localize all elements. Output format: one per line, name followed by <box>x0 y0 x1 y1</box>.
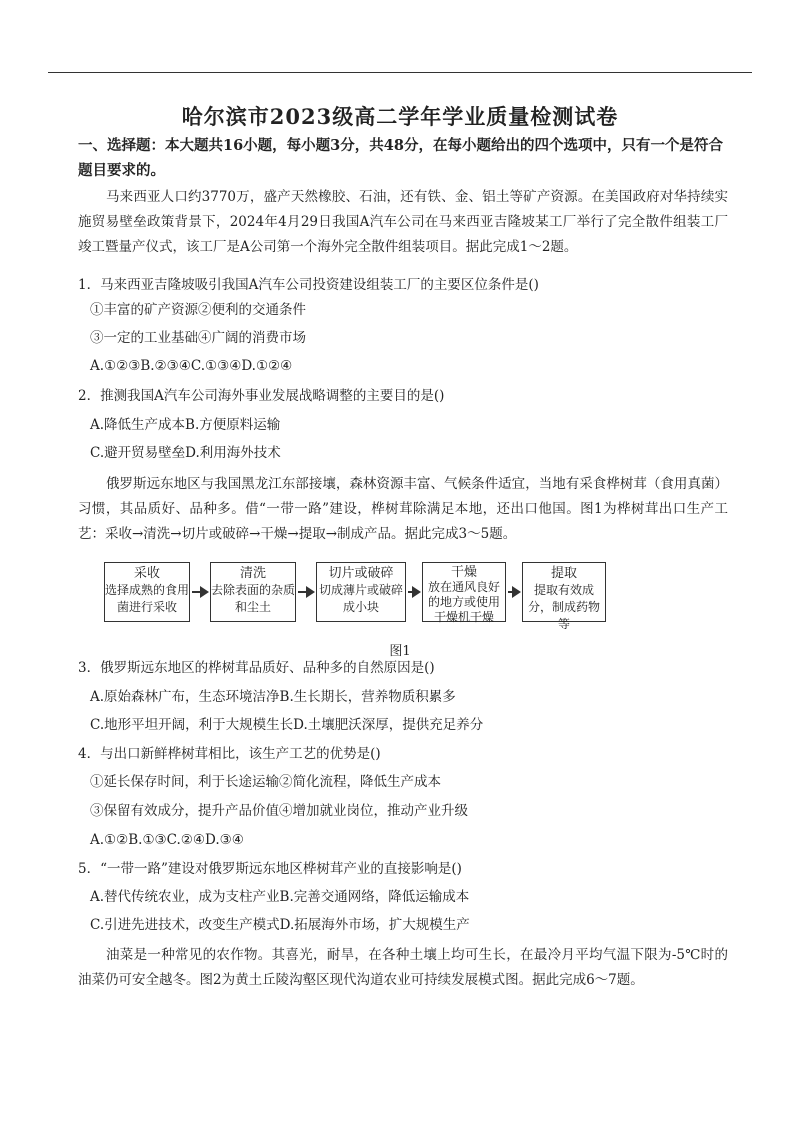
arrow-icon <box>200 586 209 598</box>
process-step-dry: 干燥 放在通风良好的地方或使用干燥机干燥 <box>422 562 506 622</box>
question-4-stem: 4．与出口新鲜桦树茸相比，该生产工艺的优势是() <box>78 746 381 762</box>
process-step-slice: 切片或破碎 切成薄片或破碎成小块 <box>316 562 406 622</box>
question-3-options-cd: C.地形平坦开阔，利于大规模生长D.土壤肥沃深厚，提供充足养分 <box>90 717 484 733</box>
question-1-statements-1: ①丰富的矿产资源②便利的交通条件 <box>90 302 306 318</box>
header-rule <box>48 72 752 73</box>
question-5-stem: 5．“一带一路”建设对俄罗斯远东地区桦树茸产业的直接影响是() <box>78 861 462 877</box>
process-step-extract: 提取 提取有效成分，制成药物等 <box>522 562 606 622</box>
passage-rapeseed: 油菜是一种常见的农作物。其喜光，耐旱，在各种土壤上均可生长，在最冷月平均气温下限为-5℃时的油菜仍可安全越冬。图2为黄土丘陵沟壑区现代沟道农业可持续发展模式图。据此完成6～7题。 <box>78 947 728 988</box>
question-4-statements-1: ①延长保存时间，利于长途运输②简化流程，降低生产成本 <box>90 774 441 790</box>
question-2-options-cd: C.避开贸易壁垒D.利用海外技术 <box>90 445 281 461</box>
process-step-wash: 清洗 去除表面的杂质和尘土 <box>210 562 296 622</box>
question-4-options: A.①②B.①③C.②④D.③④ <box>90 832 244 848</box>
process-step-harvest: 采收 选择成熟的食用菌进行采收 <box>104 562 190 622</box>
question-3-options-ab: A.原始森林广布，生态环境洁净B.生长期长，营养物质积累多 <box>90 689 456 705</box>
passage-birch-fungus: 俄罗斯远东地区与我国黑龙江东部接壤，森林资源丰富、气候条件适宜，当地有采食桦树茸（食用真菌）习惯，其品质好、品种多。借“一带一路”建设，桦树茸除满足本地，还出口他国。图1为桦树茸出口生产工艺：采收→清洗→切片或破碎→干燥→提取→制成产品。据此完成3～5题。 <box>78 476 728 542</box>
question-1-statements-2: ③一定的工业基础④广阔的消费市场 <box>90 330 306 346</box>
figure-1-process-flow <box>104 562 704 631</box>
page-title: 哈尔滨市2023级高二学年学业质量检测试卷 <box>181 104 619 129</box>
passage-malaysia: 马来西亚人口约3770万，盛产天然橡胶、石油，还有铁、金、铝土等矿产资源。在美国政府对华持续实施贸易壁垒政策背景下，2024年4月29日我国A汽车公司在马来西亚吉隆坡某工厂举行了完全散件组装工厂竣工暨量产仪式，该工厂是A公司第一个海外完全散件组装项目。据此完成1～2题。 <box>78 189 728 255</box>
question-1-options: A.①②③B.②③④C.①③④D.①②④ <box>90 358 293 374</box>
question-2-stem: 2．推测我国A汽车公司海外事业发展战略调整的主要目的是() <box>78 388 445 404</box>
figure-1-caption: 图1 <box>389 644 411 659</box>
question-2-options-ab: A.降低生产成本B.方便原料运输 <box>90 417 281 433</box>
question-1-stem: 1．马来西亚吉隆坡吸引我国A汽车公司投资建设组装工厂的主要区位条件是() <box>78 277 539 293</box>
question-4-statements-2: ③保留有效成分，提升产品价值④增加就业岗位，推动产业升级 <box>90 803 468 819</box>
question-3-stem: 3．俄罗斯远东地区的桦树茸品质好、品种多的自然原因是() <box>78 660 435 676</box>
question-5-options-ab: A.替代传统农业，成为支柱产业B.完善交通网络，降低运输成本 <box>90 889 470 905</box>
section-heading: 一、选择题：本大题共16小题，每小题3分，共48分，在每小题给出的四个选项中，只有一个是符合题目要求的。 <box>78 137 723 179</box>
question-5-options-cd: C.引进先进技术，改变生产模式D.拓展海外市场，扩大规模生产 <box>90 917 470 933</box>
arrow-icon <box>512 586 521 598</box>
arrow-icon <box>412 586 421 598</box>
arrow-icon <box>306 586 315 598</box>
